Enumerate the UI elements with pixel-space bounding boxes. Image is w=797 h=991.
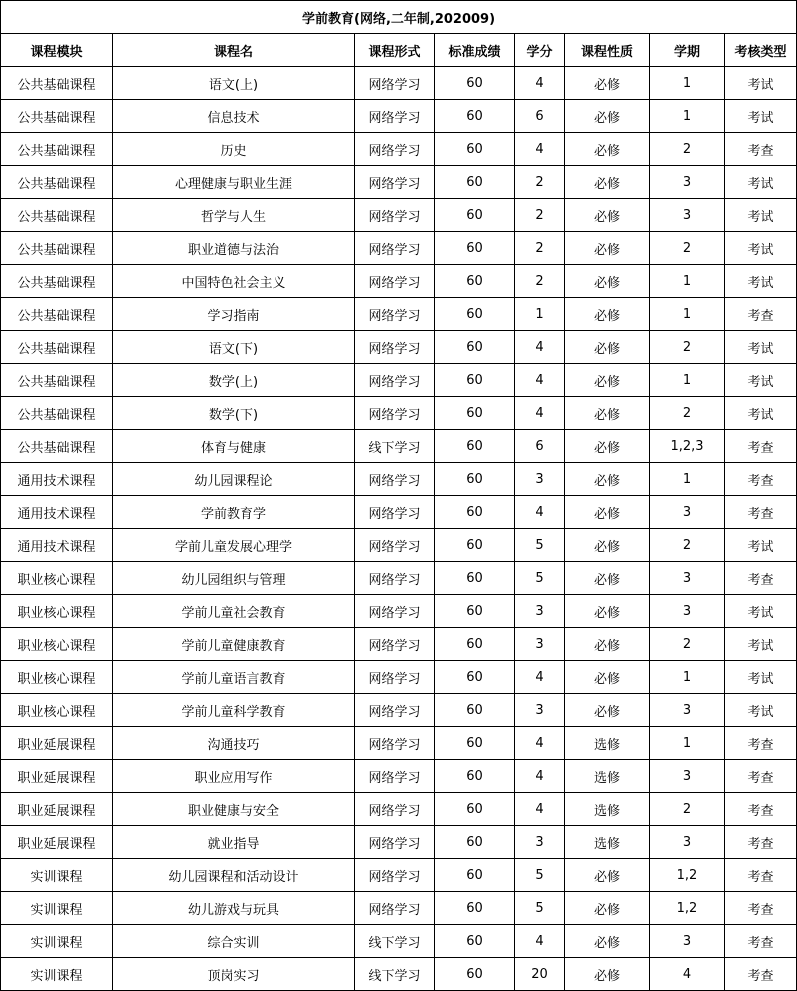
module-cell: 通用技术课程: [1, 463, 113, 496]
semester-cell: 1: [650, 727, 725, 760]
table-row: [1, 892, 797, 925]
credits-cell: 2: [515, 199, 565, 232]
module-cell: 公共基础课程: [1, 67, 113, 100]
module-cell: 实训课程: [1, 892, 113, 925]
table-row: [1, 661, 797, 694]
credits-cell: 3: [515, 826, 565, 859]
course-format-cell: 网络学习: [355, 562, 435, 595]
standard-score-cell: 60: [435, 892, 515, 925]
table-row: [1, 265, 797, 298]
course-format-cell: 网络学习: [355, 727, 435, 760]
credits-cell: 2: [515, 166, 565, 199]
table-row: [1, 496, 797, 529]
course-nature-cell: 必修: [565, 397, 650, 430]
semester-cell: 1: [650, 265, 725, 298]
standard-score-cell: 60: [435, 133, 515, 166]
assessment-type-cell: 考查: [725, 496, 797, 529]
header-standard-score: 标准成绩: [435, 34, 515, 67]
title-row: [1, 1, 797, 34]
standard-score-cell: 60: [435, 364, 515, 397]
course-format-cell: 线下学习: [355, 430, 435, 463]
course-name-cell: 体育与健康: [113, 430, 355, 463]
table-row: [1, 364, 797, 397]
module-cell: 实训课程: [1, 925, 113, 958]
module-cell: 职业核心课程: [1, 661, 113, 694]
standard-score-cell: 60: [435, 166, 515, 199]
course-nature-cell: 选修: [565, 826, 650, 859]
standard-score-cell: 60: [435, 430, 515, 463]
semester-cell: 3: [650, 826, 725, 859]
module-cell: 职业延展课程: [1, 727, 113, 760]
credits-cell: 4: [515, 760, 565, 793]
table-row: [1, 925, 797, 958]
credits-cell: 4: [515, 364, 565, 397]
semester-cell: 1,2: [650, 892, 725, 925]
course-name-cell: 幼儿园课程论: [113, 463, 355, 496]
course-nature-cell: 必修: [565, 331, 650, 364]
course-format-cell: 网络学习: [355, 364, 435, 397]
course-format-cell: 网络学习: [355, 298, 435, 331]
course-format-cell: 网络学习: [355, 793, 435, 826]
credits-cell: 5: [515, 859, 565, 892]
assessment-type-cell: 考查: [725, 463, 797, 496]
course-name-cell: 职业道德与法治: [113, 232, 355, 265]
header-course-format: 课程形式: [355, 34, 435, 67]
course-nature-cell: 选修: [565, 727, 650, 760]
table-row: [1, 793, 797, 826]
credits-cell: 6: [515, 100, 565, 133]
course-format-cell: 网络学习: [355, 166, 435, 199]
course-name-cell: 历史: [113, 133, 355, 166]
standard-score-cell: 60: [435, 925, 515, 958]
credits-cell: 4: [515, 925, 565, 958]
assessment-type-cell: 考查: [725, 958, 797, 991]
course-format-cell: 线下学习: [355, 958, 435, 991]
table-row: [1, 727, 797, 760]
semester-cell: 1,2: [650, 859, 725, 892]
header-course-name: 课程名: [113, 34, 355, 67]
course-nature-cell: 选修: [565, 760, 650, 793]
table-row: [1, 133, 797, 166]
semester-cell: 1: [650, 463, 725, 496]
assessment-type-cell: 考试: [725, 265, 797, 298]
semester-cell: 2: [650, 397, 725, 430]
credits-cell: 5: [515, 562, 565, 595]
semester-cell: 1: [650, 298, 725, 331]
assessment-type-cell: 考试: [725, 628, 797, 661]
table-row: [1, 562, 797, 595]
course-nature-cell: 必修: [565, 265, 650, 298]
assessment-type-cell: 考查: [725, 727, 797, 760]
credits-cell: 20: [515, 958, 565, 991]
assessment-type-cell: 考查: [725, 793, 797, 826]
credits-cell: 4: [515, 727, 565, 760]
course-nature-cell: 必修: [565, 925, 650, 958]
standard-score-cell: 60: [435, 562, 515, 595]
course-nature-cell: 必修: [565, 364, 650, 397]
course-format-cell: 网络学习: [355, 133, 435, 166]
course-nature-cell: 必修: [565, 100, 650, 133]
course-name-cell: 学前儿童语言教育: [113, 661, 355, 694]
course-nature-cell: 必修: [565, 133, 650, 166]
standard-score-cell: 60: [435, 826, 515, 859]
assessment-type-cell: 考试: [725, 595, 797, 628]
module-cell: 实训课程: [1, 859, 113, 892]
course-format-cell: 网络学习: [355, 199, 435, 232]
course-format-cell: 网络学习: [355, 397, 435, 430]
standard-score-cell: 60: [435, 397, 515, 430]
standard-score-cell: 60: [435, 331, 515, 364]
standard-score-cell: 60: [435, 298, 515, 331]
table-row: [1, 628, 797, 661]
standard-score-cell: 60: [435, 100, 515, 133]
course-nature-cell: 必修: [565, 595, 650, 628]
assessment-type-cell: 考查: [725, 826, 797, 859]
semester-cell: 2: [650, 331, 725, 364]
course-name-cell: 学前儿童健康教育: [113, 628, 355, 661]
course-nature-cell: 必修: [565, 562, 650, 595]
standard-score-cell: 60: [435, 661, 515, 694]
standard-score-cell: 60: [435, 265, 515, 298]
module-cell: 公共基础课程: [1, 265, 113, 298]
standard-score-cell: 60: [435, 496, 515, 529]
credits-cell: 4: [515, 67, 565, 100]
course-name-cell: 职业应用写作: [113, 760, 355, 793]
credits-cell: 3: [515, 595, 565, 628]
standard-score-cell: 60: [435, 727, 515, 760]
course-nature-cell: 必修: [565, 463, 650, 496]
table-row: [1, 430, 797, 463]
header-assessment-type: 考核类型: [725, 34, 797, 67]
table-body: [1, 67, 797, 991]
course-nature-cell: 必修: [565, 628, 650, 661]
standard-score-cell: 60: [435, 760, 515, 793]
assessment-type-cell: 考查: [725, 430, 797, 463]
course-format-cell: 网络学习: [355, 265, 435, 298]
standard-score-cell: 60: [435, 595, 515, 628]
course-format-cell: 网络学习: [355, 760, 435, 793]
credits-cell: 2: [515, 232, 565, 265]
table-row: [1, 958, 797, 991]
course-format-cell: 网络学习: [355, 628, 435, 661]
module-cell: 公共基础课程: [1, 331, 113, 364]
course-name-cell: 信息技术: [113, 100, 355, 133]
semester-cell: 3: [650, 925, 725, 958]
credits-cell: 6: [515, 430, 565, 463]
table-row: [1, 199, 797, 232]
standard-score-cell: 60: [435, 958, 515, 991]
module-cell: 公共基础课程: [1, 364, 113, 397]
table-row: [1, 67, 797, 100]
course-nature-cell: 必修: [565, 892, 650, 925]
table-title: 学前教育(网络,二年制,202009): [1, 1, 797, 34]
assessment-type-cell: 考查: [725, 562, 797, 595]
module-cell: 通用技术课程: [1, 529, 113, 562]
module-cell: 公共基础课程: [1, 133, 113, 166]
credits-cell: 5: [515, 892, 565, 925]
assessment-type-cell: 考试: [725, 661, 797, 694]
table-row: [1, 100, 797, 133]
credits-cell: 3: [515, 463, 565, 496]
credits-cell: 4: [515, 661, 565, 694]
standard-score-cell: 60: [435, 529, 515, 562]
table-row: [1, 826, 797, 859]
course-name-cell: 心理健康与职业生涯: [113, 166, 355, 199]
semester-cell: 2: [650, 628, 725, 661]
semester-cell: 2: [650, 529, 725, 562]
course-nature-cell: 必修: [565, 298, 650, 331]
table-row: [1, 463, 797, 496]
course-nature-cell: 必修: [565, 529, 650, 562]
course-format-cell: 网络学习: [355, 694, 435, 727]
course-nature-cell: 必修: [565, 67, 650, 100]
module-cell: 公共基础课程: [1, 430, 113, 463]
credits-cell: 2: [515, 265, 565, 298]
course-nature-cell: 选修: [565, 793, 650, 826]
table-row: [1, 331, 797, 364]
course-format-cell: 网络学习: [355, 496, 435, 529]
credits-cell: 3: [515, 694, 565, 727]
standard-score-cell: 60: [435, 628, 515, 661]
course-format-cell: 网络学习: [355, 67, 435, 100]
semester-cell: 3: [650, 166, 725, 199]
assessment-type-cell: 考试: [725, 529, 797, 562]
course-name-cell: 学习指南: [113, 298, 355, 331]
course-nature-cell: 必修: [565, 199, 650, 232]
semester-cell: 3: [650, 496, 725, 529]
module-cell: 职业延展课程: [1, 793, 113, 826]
assessment-type-cell: 考查: [725, 925, 797, 958]
course-name-cell: 幼儿园组织与管理: [113, 562, 355, 595]
course-nature-cell: 必修: [565, 859, 650, 892]
course-name-cell: 数学(下): [113, 397, 355, 430]
module-cell: 公共基础课程: [1, 100, 113, 133]
module-cell: 公共基础课程: [1, 199, 113, 232]
header-module: 课程模块: [1, 34, 113, 67]
semester-cell: 1: [650, 364, 725, 397]
course-nature-cell: 必修: [565, 166, 650, 199]
credits-cell: 4: [515, 397, 565, 430]
assessment-type-cell: 考试: [725, 364, 797, 397]
table-row: [1, 298, 797, 331]
course-format-cell: 网络学习: [355, 529, 435, 562]
assessment-type-cell: 考试: [725, 232, 797, 265]
module-cell: 公共基础课程: [1, 397, 113, 430]
standard-score-cell: 60: [435, 67, 515, 100]
course-nature-cell: 必修: [565, 958, 650, 991]
course-format-cell: 网络学习: [355, 859, 435, 892]
table-row: [1, 859, 797, 892]
course-nature-cell: 必修: [565, 496, 650, 529]
course-name-cell: 学前儿童发展心理学: [113, 529, 355, 562]
course-name-cell: 哲学与人生: [113, 199, 355, 232]
course-name-cell: 语文(上): [113, 67, 355, 100]
semester-cell: 2: [650, 793, 725, 826]
course-format-cell: 网络学习: [355, 661, 435, 694]
semester-cell: 3: [650, 760, 725, 793]
course-name-cell: 顶岗实习: [113, 958, 355, 991]
module-cell: 公共基础课程: [1, 166, 113, 199]
course-nature-cell: 必修: [565, 232, 650, 265]
semester-cell: 3: [650, 199, 725, 232]
semester-cell: 3: [650, 562, 725, 595]
module-cell: 职业延展课程: [1, 826, 113, 859]
assessment-type-cell: 考查: [725, 760, 797, 793]
assessment-type-cell: 考试: [725, 100, 797, 133]
table-row: [1, 694, 797, 727]
module-cell: 职业核心课程: [1, 694, 113, 727]
table-row: [1, 760, 797, 793]
semester-cell: 1,2,3: [650, 430, 725, 463]
header-row: [1, 34, 797, 67]
module-cell: 职业核心课程: [1, 628, 113, 661]
course-format-cell: 网络学习: [355, 331, 435, 364]
header-course-nature: 课程性质: [565, 34, 650, 67]
module-cell: 实训课程: [1, 958, 113, 991]
assessment-type-cell: 考查: [725, 892, 797, 925]
semester-cell: 1: [650, 661, 725, 694]
standard-score-cell: 60: [435, 199, 515, 232]
module-cell: 职业核心课程: [1, 562, 113, 595]
semester-cell: 4: [650, 958, 725, 991]
course-format-cell: 网络学习: [355, 100, 435, 133]
course-name-cell: 幼儿游戏与玩具: [113, 892, 355, 925]
module-cell: 通用技术课程: [1, 496, 113, 529]
standard-score-cell: 60: [435, 793, 515, 826]
credits-cell: 4: [515, 133, 565, 166]
course-format-cell: 网络学习: [355, 892, 435, 925]
course-format-cell: 网络学习: [355, 826, 435, 859]
semester-cell: 1: [650, 67, 725, 100]
standard-score-cell: 60: [435, 463, 515, 496]
course-name-cell: 职业健康与安全: [113, 793, 355, 826]
semester-cell: 2: [650, 133, 725, 166]
course-name-cell: 沟通技巧: [113, 727, 355, 760]
course-name-cell: 学前儿童社会教育: [113, 595, 355, 628]
credits-cell: 4: [515, 793, 565, 826]
course-format-cell: 线下学习: [355, 925, 435, 958]
course-format-cell: 网络学习: [355, 463, 435, 496]
assessment-type-cell: 考查: [725, 298, 797, 331]
course-name-cell: 数学(上): [113, 364, 355, 397]
semester-cell: 3: [650, 694, 725, 727]
header-semester: 学期: [650, 34, 725, 67]
semester-cell: 3: [650, 595, 725, 628]
table-row: [1, 595, 797, 628]
credits-cell: 4: [515, 496, 565, 529]
assessment-type-cell: 考试: [725, 67, 797, 100]
course-format-cell: 网络学习: [355, 595, 435, 628]
assessment-type-cell: 考试: [725, 694, 797, 727]
assessment-type-cell: 考试: [725, 166, 797, 199]
header-credits: 学分: [515, 34, 565, 67]
course-name-cell: 就业指导: [113, 826, 355, 859]
assessment-type-cell: 考试: [725, 199, 797, 232]
table-row: [1, 397, 797, 430]
assessment-type-cell: 考查: [725, 133, 797, 166]
table-row: [1, 166, 797, 199]
module-cell: 职业核心课程: [1, 595, 113, 628]
course-nature-cell: 必修: [565, 694, 650, 727]
assessment-type-cell: 考试: [725, 397, 797, 430]
course-name-cell: 中国特色社会主义: [113, 265, 355, 298]
credits-cell: 4: [515, 331, 565, 364]
table-row: [1, 232, 797, 265]
credits-cell: 3: [515, 628, 565, 661]
course-nature-cell: 必修: [565, 430, 650, 463]
module-cell: 公共基础课程: [1, 232, 113, 265]
assessment-type-cell: 考试: [725, 331, 797, 364]
course-name-cell: 学前儿童科学教育: [113, 694, 355, 727]
course-name-cell: 幼儿园课程和活动设计: [113, 859, 355, 892]
semester-cell: 1: [650, 100, 725, 133]
course-format-cell: 网络学习: [355, 232, 435, 265]
module-cell: 职业延展课程: [1, 760, 113, 793]
table-row: [1, 529, 797, 562]
standard-score-cell: 60: [435, 859, 515, 892]
course-name-cell: 综合实训: [113, 925, 355, 958]
course-nature-cell: 必修: [565, 661, 650, 694]
credits-cell: 1: [515, 298, 565, 331]
assessment-type-cell: 考查: [725, 859, 797, 892]
course-name-cell: 语文(下): [113, 331, 355, 364]
course-name-cell: 学前教育学: [113, 496, 355, 529]
module-cell: 公共基础课程: [1, 298, 113, 331]
standard-score-cell: 60: [435, 232, 515, 265]
standard-score-cell: 60: [435, 694, 515, 727]
semester-cell: 2: [650, 232, 725, 265]
credits-cell: 5: [515, 529, 565, 562]
